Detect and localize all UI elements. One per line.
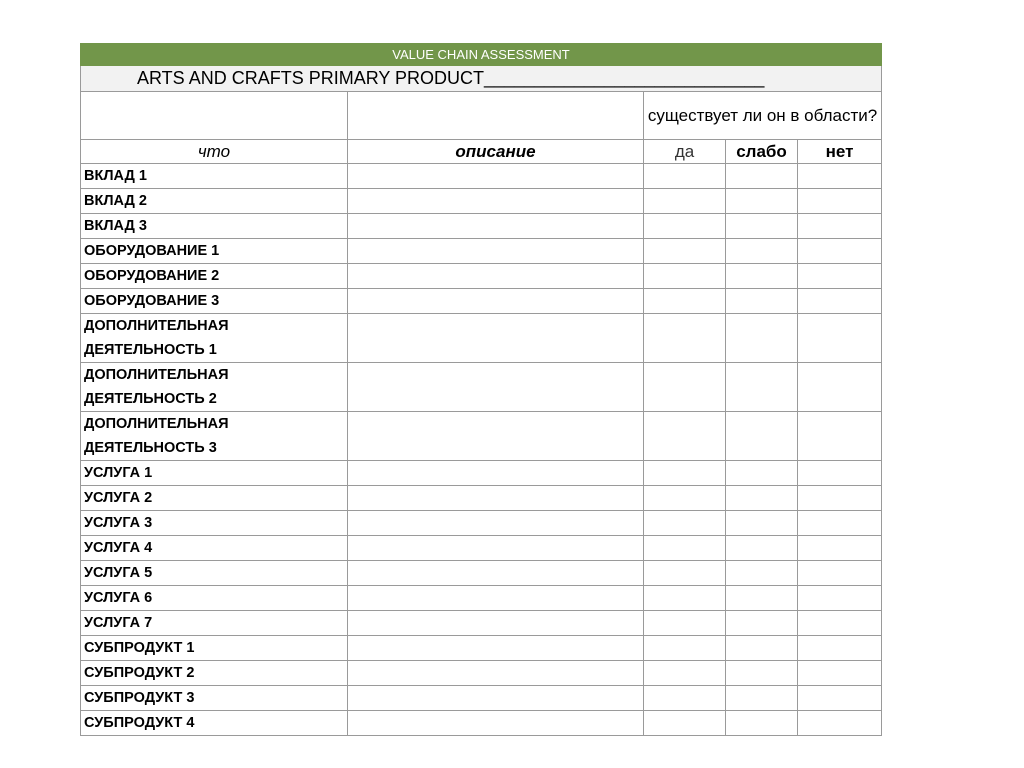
product-line: ARTS AND CRAFTS PRIMARY PRODUCT____________________________ — [81, 66, 882, 92]
description-cell[interactable] — [348, 239, 644, 264]
description-cell[interactable] — [348, 412, 644, 461]
weak-cell[interactable] — [726, 239, 798, 264]
weak-cell[interactable] — [726, 611, 798, 636]
description-cell[interactable] — [348, 314, 644, 363]
column-header-no: нет — [798, 140, 882, 164]
row-label: УСЛУГА 7 — [81, 611, 348, 636]
no-cell[interactable] — [798, 289, 882, 314]
yes-cell[interactable] — [644, 536, 726, 561]
presence-question: существует ли он в области? — [644, 92, 882, 140]
table-row — [81, 412, 882, 461]
description-cell[interactable] — [348, 536, 644, 561]
table-row — [81, 239, 882, 264]
yes-cell[interactable] — [644, 314, 726, 363]
no-cell[interactable] — [798, 686, 882, 711]
weak-cell[interactable] — [726, 314, 798, 363]
description-cell[interactable] — [348, 164, 644, 189]
table-row — [81, 661, 882, 686]
description-cell[interactable] — [348, 486, 644, 511]
table-row — [81, 686, 882, 711]
row-label: СУБПРОДУКТ 2 — [81, 661, 348, 686]
yes-cell[interactable] — [644, 363, 726, 412]
description-cell[interactable] — [348, 189, 644, 214]
description-cell[interactable] — [348, 661, 644, 686]
row-label: СУБПРОДУКТ 1 — [81, 636, 348, 661]
yes-cell[interactable] — [644, 214, 726, 239]
weak-cell[interactable] — [726, 412, 798, 461]
table-row — [81, 164, 882, 189]
yes-cell[interactable] — [644, 461, 726, 486]
yes-cell[interactable] — [644, 239, 726, 264]
yes-cell[interactable] — [644, 661, 726, 686]
weak-cell[interactable] — [726, 486, 798, 511]
yes-cell[interactable] — [644, 164, 726, 189]
description-cell[interactable] — [348, 289, 644, 314]
row-label: ВКЛАД 3 — [81, 214, 348, 239]
table-row — [81, 636, 882, 661]
row-label: ДОПОЛНИТЕЛЬНАЯ ДЕЯТЕЛЬНОСТЬ 2 — [81, 363, 348, 412]
no-cell[interactable] — [798, 363, 882, 412]
column-header-row — [81, 140, 882, 164]
table-row — [81, 536, 882, 561]
weak-cell[interactable] — [726, 686, 798, 711]
yes-cell[interactable] — [644, 636, 726, 661]
column-header-what: что — [81, 140, 348, 164]
table-row — [81, 486, 882, 511]
row-label: УСЛУГА 4 — [81, 536, 348, 561]
yes-cell[interactable] — [644, 264, 726, 289]
assessment-table — [80, 43, 882, 736]
table-row — [81, 189, 882, 214]
description-cell[interactable] — [348, 461, 644, 486]
description-cell[interactable] — [348, 711, 644, 736]
row-label: ДОПОЛНИТЕЛЬНАЯ ДЕЯТЕЛЬНОСТЬ 3 — [81, 412, 348, 461]
no-cell[interactable] — [798, 561, 882, 586]
weak-cell[interactable] — [726, 536, 798, 561]
weak-cell[interactable] — [726, 461, 798, 486]
no-cell[interactable] — [798, 636, 882, 661]
table-row — [81, 289, 882, 314]
row-label: СУБПРОДУКТ 3 — [81, 686, 348, 711]
no-cell[interactable] — [798, 239, 882, 264]
product-row — [81, 66, 882, 92]
row-label: ОБОРУДОВАНИЕ 2 — [81, 264, 348, 289]
banner-title: VALUE CHAIN ASSESSMENT — [81, 44, 882, 66]
table-row — [81, 363, 882, 412]
yes-cell[interactable] — [644, 486, 726, 511]
table-row — [81, 214, 882, 239]
weak-cell[interactable] — [726, 164, 798, 189]
row-label: УСЛУГА 1 — [81, 461, 348, 486]
row-label: УСЛУГА 2 — [81, 486, 348, 511]
yes-cell[interactable] — [644, 189, 726, 214]
description-cell[interactable] — [348, 586, 644, 611]
description-cell[interactable] — [348, 561, 644, 586]
row-label: УСЛУГА 6 — [81, 586, 348, 611]
description-cell[interactable] — [348, 611, 644, 636]
no-cell[interactable] — [798, 164, 882, 189]
yes-cell[interactable] — [644, 686, 726, 711]
yes-cell[interactable] — [644, 289, 726, 314]
row-label: ОБОРУДОВАНИЕ 3 — [81, 289, 348, 314]
weak-cell[interactable] — [726, 661, 798, 686]
yes-cell[interactable] — [644, 586, 726, 611]
no-cell[interactable] — [798, 586, 882, 611]
no-cell[interactable] — [798, 461, 882, 486]
row-label: ВКЛАД 2 — [81, 189, 348, 214]
weak-cell[interactable] — [726, 189, 798, 214]
description-cell[interactable] — [348, 686, 644, 711]
question-row — [81, 92, 882, 140]
description-cell[interactable] — [348, 511, 644, 536]
weak-cell[interactable] — [726, 586, 798, 611]
weak-cell[interactable] — [726, 636, 798, 661]
question-blank-description — [348, 92, 644, 140]
no-cell[interactable] — [798, 314, 882, 363]
table-row — [81, 264, 882, 289]
weak-cell[interactable] — [726, 511, 798, 536]
column-header-weak: слабо — [726, 140, 798, 164]
table-row — [81, 461, 882, 486]
weak-cell[interactable] — [726, 711, 798, 736]
weak-cell[interactable] — [726, 214, 798, 239]
row-label: ВКЛАД 1 — [81, 164, 348, 189]
no-cell[interactable] — [798, 486, 882, 511]
row-label: УСЛУГА 5 — [81, 561, 348, 586]
no-cell[interactable] — [798, 264, 882, 289]
column-header-description: описание — [348, 140, 644, 164]
table-row — [81, 511, 882, 536]
yes-cell[interactable] — [644, 511, 726, 536]
no-cell[interactable] — [798, 611, 882, 636]
row-label: СУБПРОДУКТ 4 — [81, 711, 348, 736]
yes-cell[interactable] — [644, 711, 726, 736]
value-chain-sheet — [80, 43, 881, 736]
no-cell[interactable] — [798, 511, 882, 536]
description-cell[interactable] — [348, 636, 644, 661]
table-row — [81, 586, 882, 611]
table-row — [81, 711, 882, 736]
weak-cell[interactable] — [726, 561, 798, 586]
weak-cell[interactable] — [726, 363, 798, 412]
question-blank-what — [81, 92, 348, 140]
weak-cell[interactable] — [726, 289, 798, 314]
row-label: ДОПОЛНИТЕЛЬНАЯ ДЕЯТЕЛЬНОСТЬ 1 — [81, 314, 348, 363]
banner-row — [81, 44, 882, 66]
row-label: ОБОРУДОВАНИЕ 1 — [81, 239, 348, 264]
table-row — [81, 611, 882, 636]
description-cell[interactable] — [348, 214, 644, 239]
no-cell[interactable] — [798, 189, 882, 214]
description-cell[interactable] — [348, 363, 644, 412]
no-cell[interactable] — [798, 536, 882, 561]
no-cell[interactable] — [798, 214, 882, 239]
yes-cell[interactable] — [644, 412, 726, 461]
description-cell[interactable] — [348, 264, 644, 289]
yes-cell[interactable] — [644, 611, 726, 636]
table-row — [81, 314, 882, 363]
table-row — [81, 561, 882, 586]
no-cell[interactable] — [798, 661, 882, 686]
column-header-yes: да — [644, 140, 726, 164]
no-cell[interactable] — [798, 412, 882, 461]
weak-cell[interactable] — [726, 264, 798, 289]
yes-cell[interactable] — [644, 561, 726, 586]
no-cell[interactable] — [798, 711, 882, 736]
row-label: УСЛУГА 3 — [81, 511, 348, 536]
